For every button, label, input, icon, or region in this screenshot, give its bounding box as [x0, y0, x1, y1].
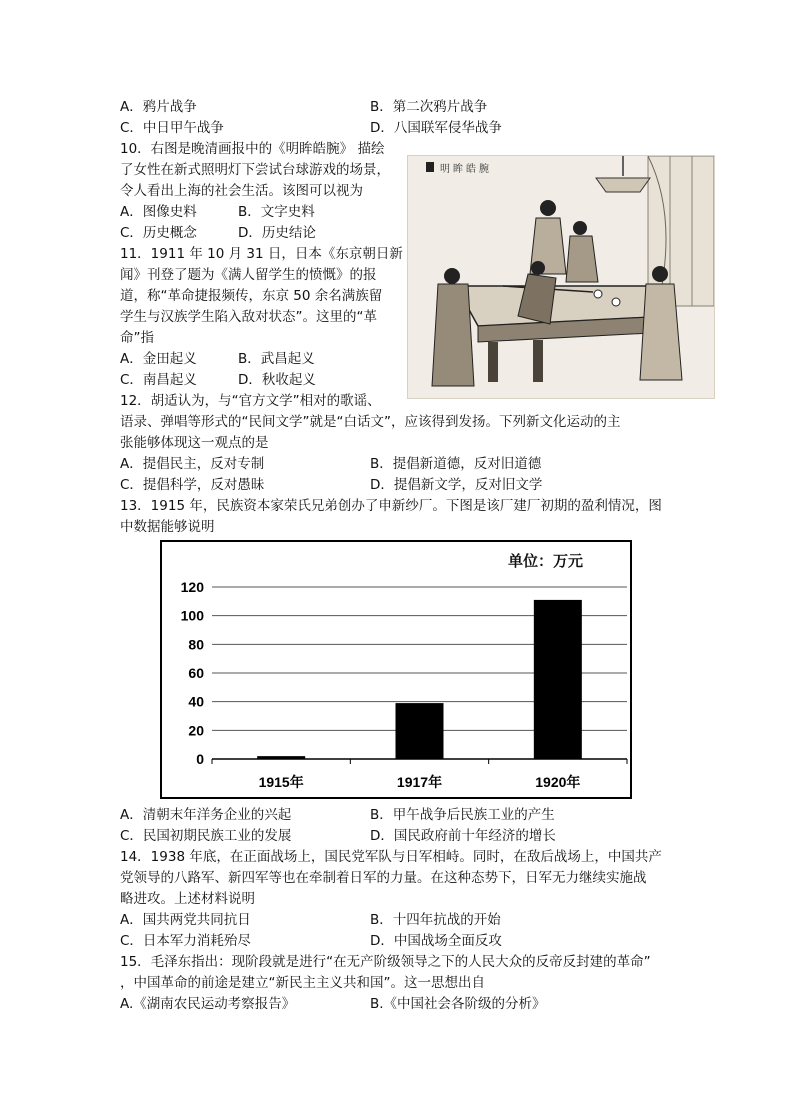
- chart-ytick-label: 20: [188, 722, 204, 739]
- chart-unit-label: 单位：万元: [508, 552, 584, 570]
- chart-ytick-label: 120: [180, 579, 204, 595]
- q15-stem-line: ，中国革命的前途是建立“新民主主义共和国”。这一思想出自: [120, 975, 485, 991]
- q10-option-d: D．历史结论: [238, 225, 316, 241]
- q14-option-d: D．中国战场全面反攻: [370, 933, 502, 949]
- q12-stem-line: 语录、弹唱等形式的“民间文学”就是“白话文”，应该得到发扬。下列新文化运动的主: [120, 414, 621, 430]
- q9-option-a: A．鸦片战争: [120, 99, 197, 115]
- q10-stem-line: 了女性在新式照明灯下尝试台球游戏的场景，: [120, 162, 390, 178]
- q14-option-b: B．十四年抗战的开始: [370, 912, 501, 928]
- chart-xtick-label: 1917年: [396, 774, 443, 790]
- q10-stem-line: 10．右图是晚清画报中的《明眸皓腕》 描绘: [120, 141, 385, 157]
- q15-stem-line: 15．毛泽东指出：现阶段就是进行“在无产阶级领导之下的人民大众的反帝反封建的革命”: [120, 954, 651, 970]
- q11-option-c: C．南昌起义: [120, 372, 197, 388]
- billiards-drawing: [408, 156, 714, 398]
- q13-stem-line: 中数据能够说明: [120, 519, 215, 535]
- q14-stem-line: 14．1938 年底，在正面战场上，国民党军队与日军相峙。同时，在敌后战场上，中国共产: [120, 849, 662, 865]
- q11-stem-line: 闻》刊登了题为《满人留学生的愤慨》的报: [120, 267, 377, 283]
- q10-option-c: C．历史概念: [120, 225, 197, 241]
- q11-stem-line: 道，称“革命捷报频传，东京 50 余名满族留: [120, 288, 383, 304]
- q12-option-b: B．提倡新道德，反对旧道德: [370, 456, 542, 472]
- q12-stem-line: 张能够体现这一观点的是: [120, 435, 269, 451]
- q13-stem-line: 13．1915 年，民族资本家荣氏兄弟创办了申新纱厂。下图是该厂建厂初期的盈利情况，图: [120, 498, 662, 514]
- q14-option-a: A．国共两党共同抗日: [120, 912, 251, 928]
- q15-option-a: A.《湖南农民运动考察报告》: [120, 996, 296, 1012]
- q14-stem-line: 党领导的八路军、新四军等也在牵制着日军的力量。在这种态势下，日军无力继续实施战: [120, 870, 647, 886]
- q11-option-d: D．秋收起义: [238, 372, 316, 388]
- q13-option-b: B．甲午战争后民族工业的产生: [370, 807, 555, 823]
- q10-option-b: B．文字史料: [238, 204, 315, 220]
- q11-option-b: B．武昌起义: [238, 351, 315, 367]
- chart-bar: [257, 756, 305, 759]
- chart-bar: [396, 703, 444, 759]
- billiards-illustration: [407, 155, 715, 399]
- q14-option-c: C．日本军力消耗殆尽: [120, 933, 251, 949]
- q11-stem-line: 学生与汉族学生陷入敌对状态”。这里的“革: [120, 309, 377, 325]
- q9-option-d: D．八国联军侵华战争: [370, 120, 502, 136]
- chart-ytick-label: 80: [188, 636, 204, 653]
- chart-ytick-label: 60: [188, 665, 204, 681]
- q10-option-a: A．图像史料: [120, 204, 197, 220]
- illustration-caption: 明眸皓腕: [440, 164, 492, 175]
- chart-xtick-label: 1915年: [258, 774, 304, 790]
- q11-stem-line: 11．1911 年 10 月 31 日，日本《东京朝日新: [120, 246, 403, 262]
- q13-option-a: A．清朝末年洋务企业的兴起: [120, 807, 292, 823]
- profit-bar-chart: [160, 540, 632, 799]
- q14-stem-line: 略进攻。上述材料说明: [120, 891, 255, 907]
- q12-stem-line: 12．胡适认为，与“官方文学”相对的歌谣、: [120, 393, 381, 409]
- q13-option-c: C．民国初期民族工业的发展: [120, 828, 292, 844]
- chart-ytick-label: 0: [196, 751, 204, 767]
- chart-xtick-label: 1920年: [535, 774, 581, 790]
- chart-ytick-label: 40: [188, 693, 204, 710]
- chart-ytick-label: 100: [180, 607, 204, 624]
- q10-stem-line: 令人看出上海的社会生活。该图可以视为: [120, 183, 363, 199]
- q9-option-b: B．第二次鸦片战争: [370, 99, 488, 115]
- q12-option-c: C．提倡科学，反对愚昧: [120, 477, 265, 493]
- q15-option-b: B.《中国社会各阶级的分析》: [370, 996, 546, 1012]
- q11-option-a: A．金田起义: [120, 351, 197, 367]
- chart-svg: [162, 542, 630, 797]
- chart-bar: [534, 600, 582, 759]
- q11-stem-line: 命”指: [120, 330, 154, 346]
- q12-option-a: A．提倡民主，反对专制: [120, 456, 265, 472]
- q9-option-c: C．中日甲午战争: [120, 120, 224, 136]
- q13-option-d: D．国民政府前十年经济的增长: [370, 828, 556, 844]
- q12-option-d: D．提倡新文学，反对旧文学: [370, 477, 543, 493]
